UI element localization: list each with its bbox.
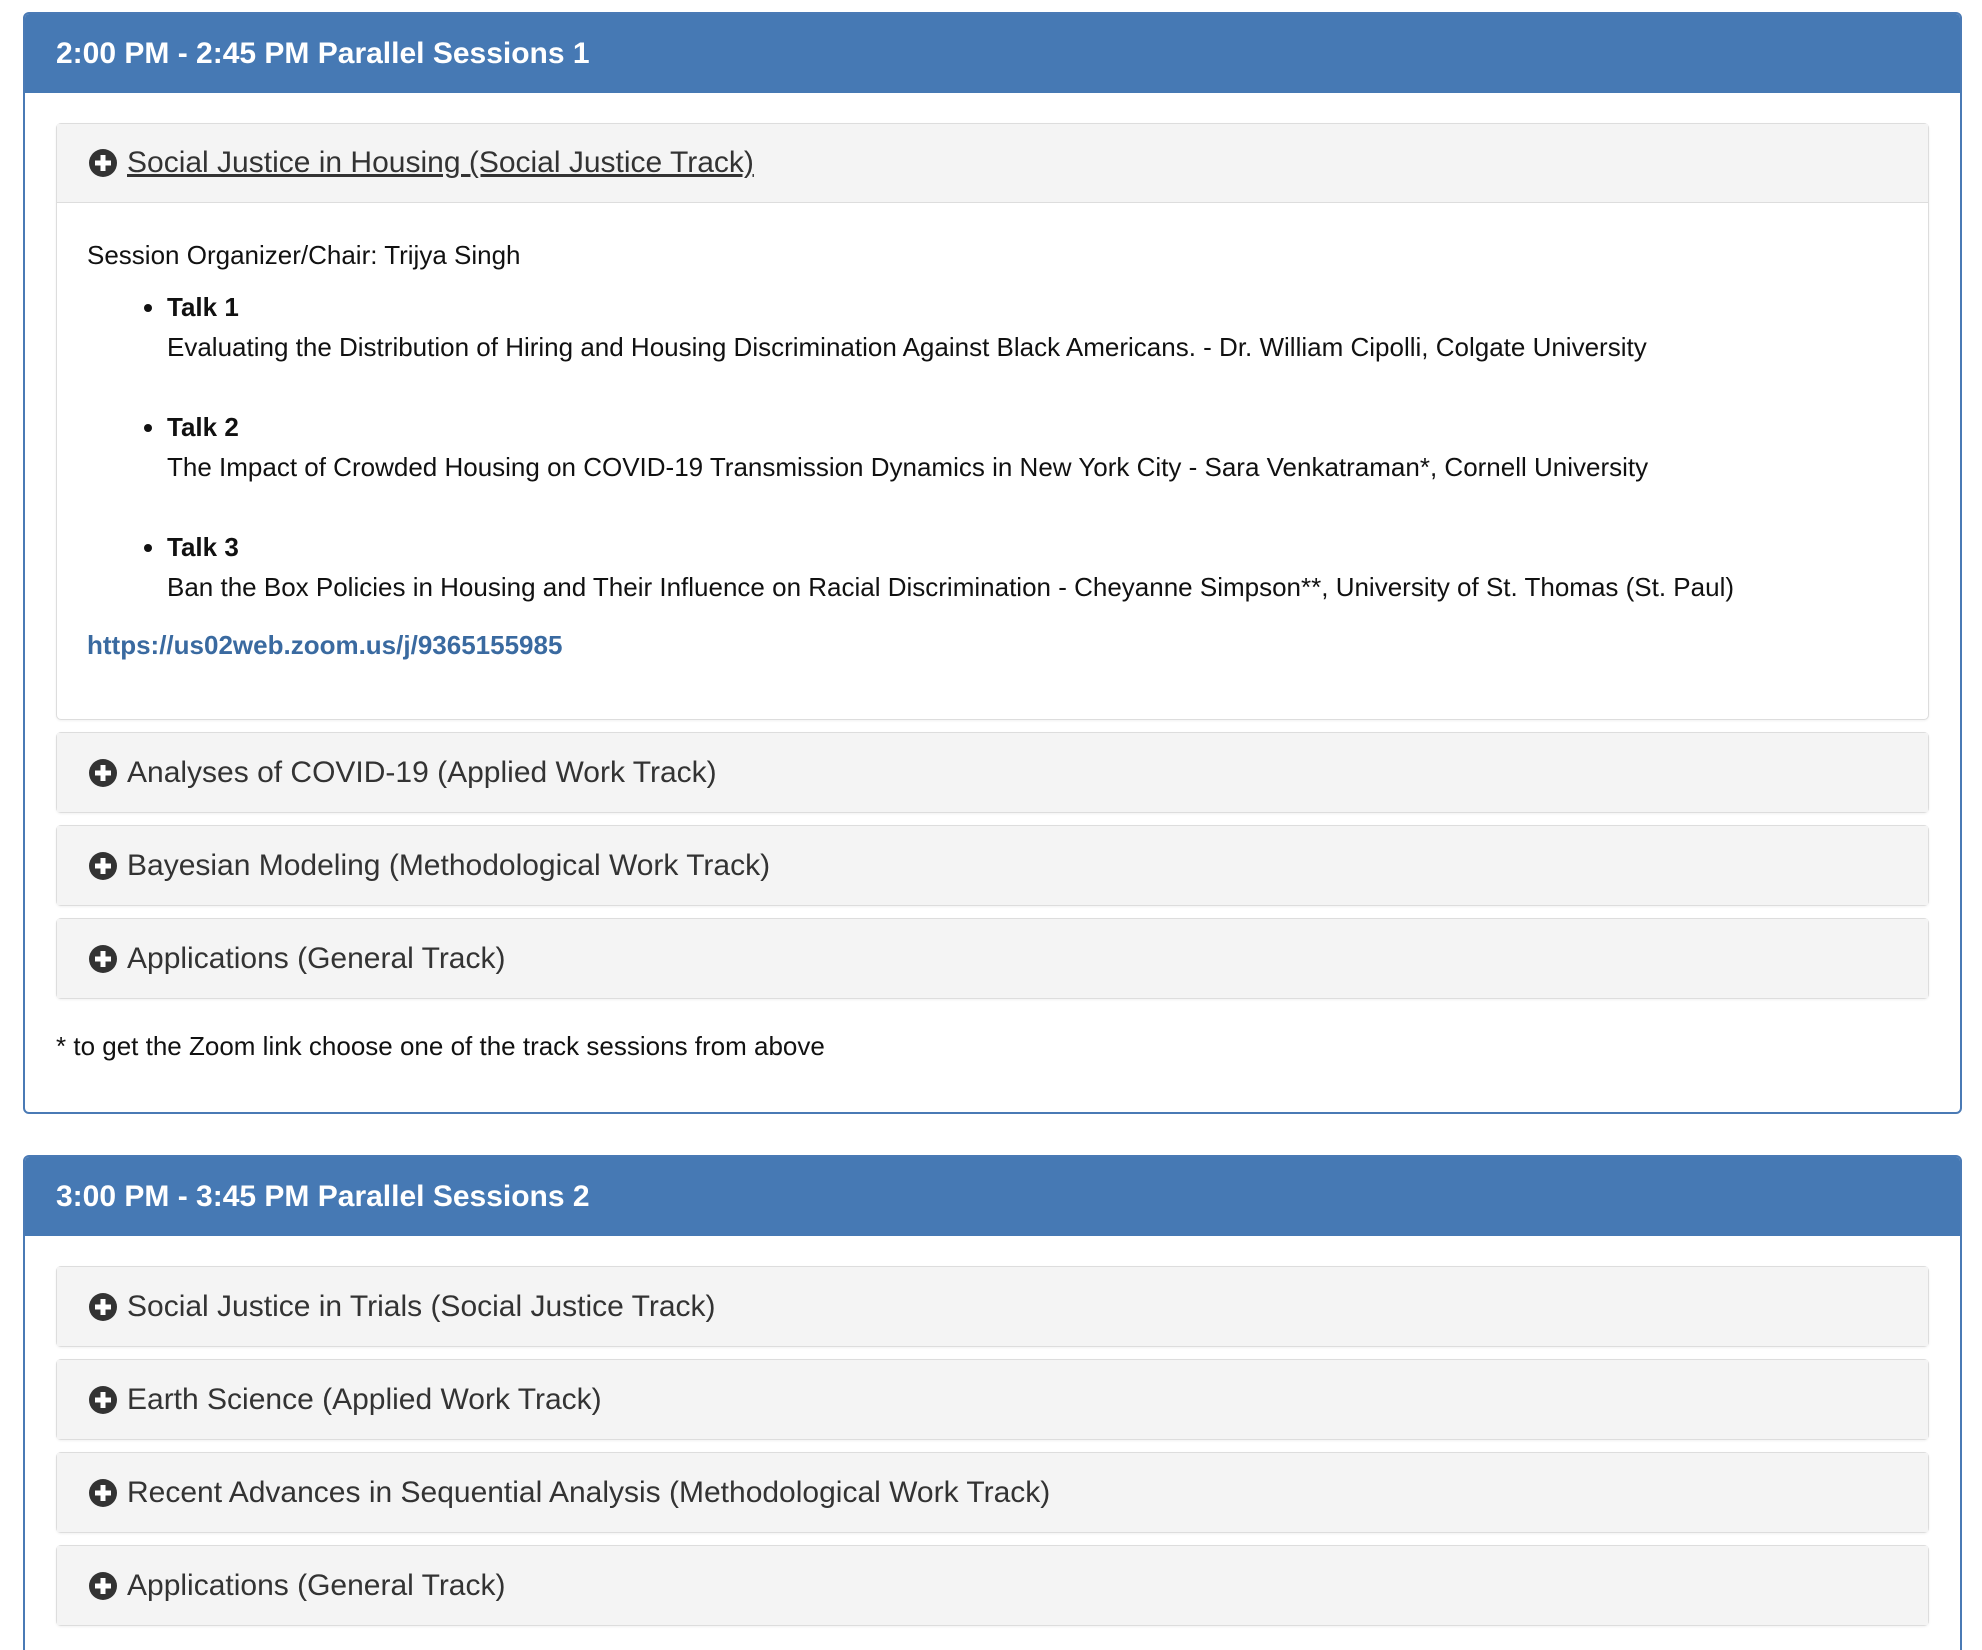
- plus-circle-icon: [87, 757, 119, 789]
- talk-text: Evaluating the Distribution of Hiring and Housing Discrimination Against Black Americans. - Dr. William Cipolli, Colgate University: [167, 332, 1647, 362]
- session-panel-2: [23, 1155, 1962, 1650]
- track-accordion: [56, 918, 1929, 999]
- talk-item: [167, 407, 1898, 487]
- plus-circle-icon: [87, 943, 119, 975]
- track-accordion: [56, 825, 1929, 906]
- track-toggle[interactable]: [57, 919, 1928, 998]
- track-accordion: [56, 1266, 1929, 1347]
- plus-circle-icon: [87, 1570, 119, 1602]
- session-panel-1: [23, 12, 1962, 1114]
- track-toggle[interactable]: [57, 1267, 1928, 1346]
- plus-circle-icon: [87, 1384, 119, 1416]
- track-title[interactable]: Bayesian Modeling (Methodological Work Track): [127, 848, 771, 882]
- talk-label: • Talk 2: [167, 412, 239, 442]
- track-details: [57, 203, 1928, 719]
- zoom-link[interactable]: https://us02web.zoom.us/j/9365155985: [87, 630, 563, 660]
- zoom-note: * to get the Zoom link choose one of the track sessions from above: [56, 1031, 825, 1061]
- track-accordion: [56, 1545, 1929, 1626]
- talk-label: • Talk 1: [167, 292, 239, 322]
- track-toggle[interactable]: [57, 1360, 1928, 1439]
- session-heading: 3:00 PM - 3:45 PM Parallel Sessions 2: [25, 1157, 1960, 1236]
- session-body: [25, 93, 1960, 1062]
- track-accordion: [56, 1452, 1929, 1533]
- track-accordion: [56, 123, 1929, 720]
- session-organizer: Session Organizer/Chair: Trijya Singh: [87, 240, 521, 270]
- track-accordion: [56, 1359, 1929, 1440]
- track-toggle[interactable]: [57, 124, 1928, 203]
- track-title[interactable]: Recent Advances in Sequential Analysis (Methodological Work Track): [127, 1475, 1051, 1509]
- session-heading: 2:00 PM - 2:45 PM Parallel Sessions 1: [25, 14, 1960, 93]
- track-title[interactable]: Social Justice in Housing (Social Justice Track): [127, 146, 754, 179]
- plus-circle-icon: [87, 147, 119, 179]
- track-accordion: [56, 732, 1929, 813]
- track-title[interactable]: Social Justice in Trials (Social Justice Track): [127, 1289, 716, 1323]
- track-title[interactable]: Analyses of COVID-19 (Applied Work Track): [127, 755, 717, 789]
- talk-item: [167, 287, 1898, 367]
- talk-label: • Talk 3: [167, 532, 239, 562]
- track-toggle[interactable]: [57, 1453, 1928, 1532]
- track-title[interactable]: Applications (General Track): [127, 941, 506, 975]
- track-toggle[interactable]: [57, 826, 1928, 905]
- plus-circle-icon: [87, 850, 119, 882]
- session-body: [25, 1236, 1960, 1626]
- track-title[interactable]: Earth Science (Applied Work Track): [127, 1382, 602, 1416]
- talk-list: [87, 287, 1898, 607]
- talk-item: [167, 527, 1898, 607]
- plus-circle-icon: [87, 1477, 119, 1509]
- plus-circle-icon: [87, 1291, 119, 1323]
- talk-text: Ban the Box Policies in Housing and Their Influence on Racial Discrimination - Cheyanne Simpson**, University of St. Thomas (St. Paul): [167, 572, 1735, 602]
- track-toggle[interactable]: [57, 733, 1928, 812]
- track-title[interactable]: Applications (General Track): [127, 1568, 506, 1602]
- talk-text: The Impact of Crowded Housing on COVID-19 Transmission Dynamics in New York City - Sara Venkatraman*, Cornell University: [167, 452, 1649, 482]
- track-toggle[interactable]: [57, 1546, 1928, 1625]
